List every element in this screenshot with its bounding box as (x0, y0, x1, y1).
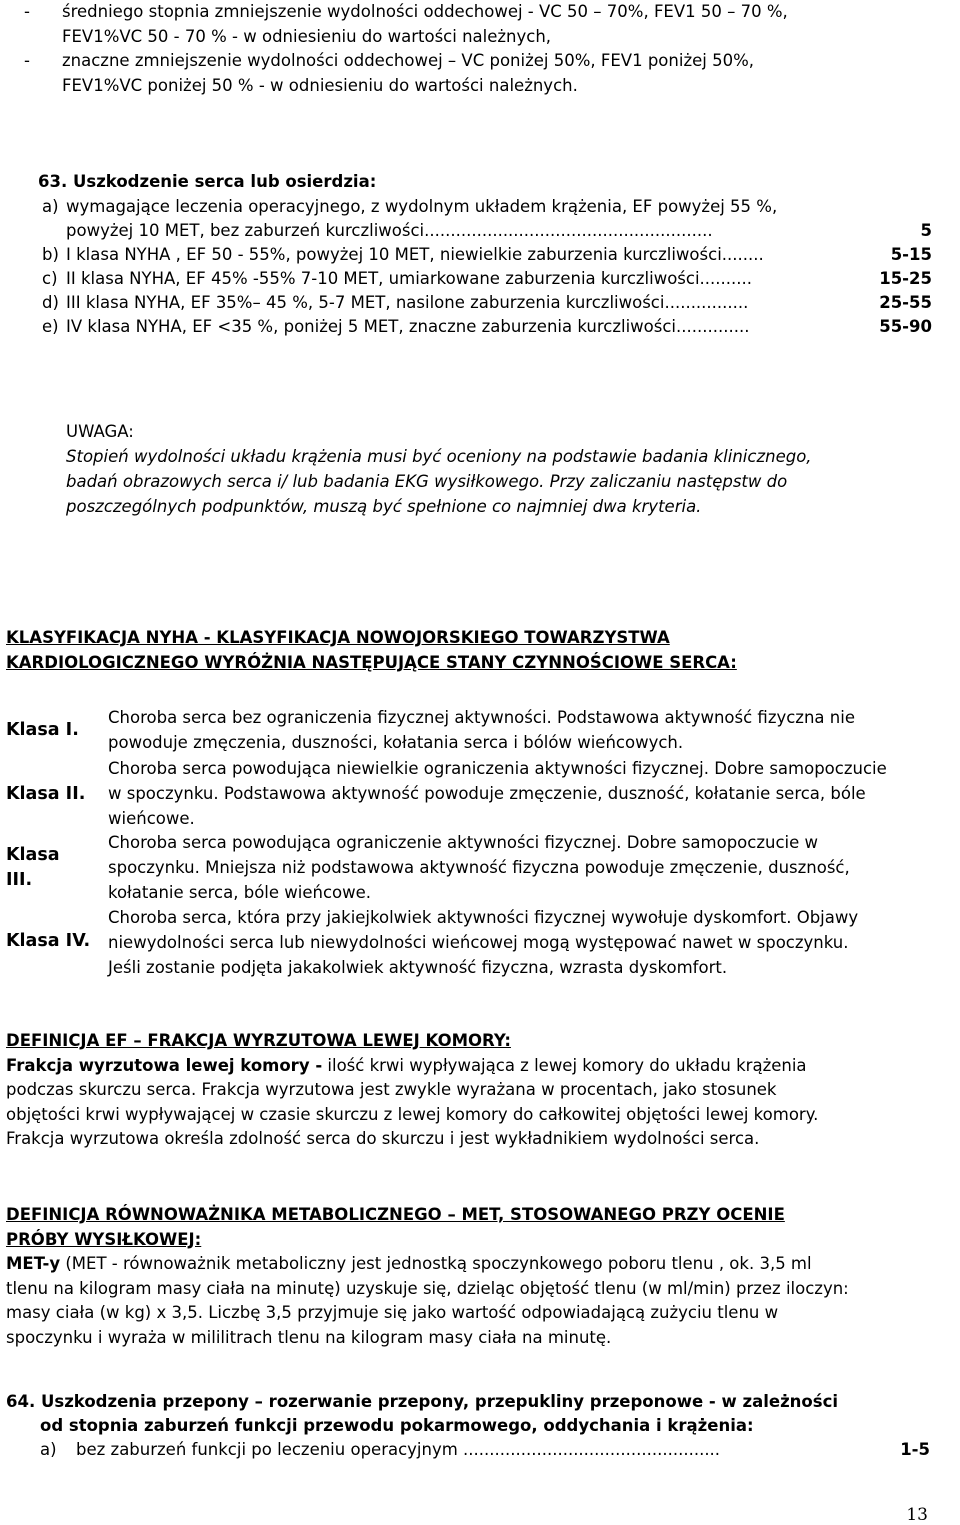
item-text: bez zaburzeń funkcji po leczeniu operacyjnym ................................................. (76, 1440, 721, 1459)
definition-lead: Frakcja wyrzutowa lewej komory - (6, 1055, 323, 1075)
section-64-title: od stopnia zaburzeń funkcji przewodu pokarmowego, oddychania i krążenia: (40, 1416, 754, 1435)
note-line: poszczególnych podpunktów, muszą być spełnione co najmniej dwa kryteria. (66, 497, 702, 516)
list-item (42, 195, 932, 219)
definition-title: PRÓBY WYSIŁKOWEJ: (6, 1229, 202, 1249)
class-description-line: wieńcowe. (108, 809, 195, 828)
definition-title: DEFINICJA EF – FRAKCJA WYRZUTOWA LEWEJ KOMORY: (6, 1031, 511, 1050)
item-value: 1-5 (900, 1440, 930, 1459)
list-item (24, 0, 942, 25)
class-description-line: Choroba serca, która przy jakiejkolwiek aktywności fizycznej wywołuje dyskomfort. Objawy (108, 908, 859, 927)
list-item-text: FEV1%VC 50 - 70 % - w odniesieniu do wartości należnych, (62, 26, 552, 46)
definition-rest: (MET - równoważnik metaboliczny jest jednostką spoczynkowego poboru tlenu , ok. 3,5 ml (60, 1254, 812, 1273)
class-description (108, 905, 948, 980)
note-line-part: badań obrazowych serca i/ lub badania EKG wysiłkowego. (66, 472, 545, 491)
item-value: 15-25 (879, 269, 932, 288)
definition-line: Frakcja wyrzutowa określa zdolność serca do skurczu i jest wykładnikiem wydolności serca. (6, 1129, 760, 1148)
list-item (24, 49, 942, 74)
class-description-line: niewydolności serca lub niewydolności wieńcowej mogą występować nawet w spoczynku. (108, 933, 849, 952)
list-bullet: - (24, 51, 30, 70)
definition-line: masy ciała (w kg) x 3,5. Liczbę 3,5 przyjmuje się jako wartość odpowiadającą zużyciu tlenu w (6, 1303, 779, 1322)
nyha-class-table (6, 705, 950, 980)
item-text: III klasa NYHA, EF 35%– 45 %, 5-7 MET, nasilone zaburzenia kurczliwości................ (66, 293, 749, 312)
class-name: Klasa IV. (6, 931, 91, 951)
list-item (42, 291, 932, 315)
definition-lead: MET-y (6, 1254, 61, 1273)
class-name: Klasa I. (6, 720, 79, 740)
section-63-list (42, 195, 932, 339)
table-row (6, 705, 950, 756)
note-line: Stopień wydolności układu krążenia musi być oceniony na podstawie badania klinicznego, (66, 447, 812, 466)
item-text: II klasa NYHA, EF 45% -55% 7-10 MET, umiarkowane zaburzenia kurczliwości.......... (66, 269, 753, 288)
item-value: 5 (920, 221, 932, 240)
item-label: e) (42, 317, 59, 336)
definition-title: DEFINICJA RÓWNOWAŻNIKA METABOLICZNEGO – MET, STOSOWANEGO PRZY OCENIE (6, 1205, 785, 1224)
definition-line: tlenu na kilogram masy ciała na minutę) uzyskuje się, dzieląc objętość tlenu (w ml/min) przez iloczyn: (6, 1278, 849, 1298)
nyha-title-line: KLASYFIKACJA NYHA - KLASYFIKACJA NOWOJORSKIEGO TOWARZYSTWA (6, 628, 670, 647)
nyha-title-line: KARDIOLOGICZNEGO WYRÓŻNIA NASTĘPUJĄCE STANY CZYNNOŚCIOWE SERCA: (6, 653, 737, 672)
item-label: a) (40, 1440, 57, 1459)
class-name-line: III. (6, 870, 33, 890)
item-value: 55-90 (879, 317, 932, 336)
list-item-text: średniego stopnia zmniejszenie wydolności oddechowej - VC 50 – 70%, FEV1 50 – 70 %, (62, 2, 788, 21)
class-description-line: powoduje zmęczenia, duszności, kołatania serca i bólów wieńcowych. (108, 733, 684, 752)
item-value: 25-55 (879, 293, 932, 312)
class-name: Klasa II. (6, 784, 86, 804)
list-item (40, 1438, 930, 1462)
table-row (6, 830, 950, 905)
section-64 (6, 1390, 936, 1462)
item-text: powyżej 10 MET, bez zaburzeń kurczliwości....................................................... (66, 221, 713, 240)
list-item (42, 315, 932, 339)
section-63-title: 63. Uszkodzenie serca lub osierdzia: (38, 172, 377, 191)
item-text: IV klasa NYHA, EF <35 %, poniżej 5 MET, znaczne zaburzenia kurczliwości.............. (66, 317, 750, 336)
note-block (66, 419, 926, 519)
class-description (108, 756, 948, 831)
item-label: a) (42, 197, 59, 216)
list-item-text: znaczne zmniejszenie wydolności oddechowej – VC poniżej 50%, FEV1 poniżej 50%, (62, 51, 755, 70)
definition-line: objętości krwi wypływającej w czasie skurczu z lewej komory do całkowitej objętości lewej komory. (6, 1104, 819, 1124)
list-bullet: - (24, 2, 30, 21)
list-item (42, 243, 932, 267)
class-description-line: w spoczynku. Podstawowa aktywność powoduje zmęczenie, duszność, kołatanie serca, bóle (108, 784, 866, 803)
class-description-line: Choroba serca powodująca ograniczenie aktywności fizycznej. Dobre samopoczucie w (108, 833, 819, 852)
list-item (42, 267, 932, 291)
item-value: 5-15 (890, 245, 932, 264)
definition-line: spoczynku i wyraża w mililitrach tlenu na kilogram masy ciała na minutę. (6, 1327, 612, 1347)
item-label: d) (42, 293, 59, 312)
class-description-line: spoczynku. Mniejsza niż podstawowa aktywność fizyczna powoduje zmęczenie, duszność, (108, 858, 850, 877)
note-line (66, 469, 926, 494)
table-row (6, 905, 950, 980)
class-description-line: Choroba serca powodująca niewielkie ograniczenia aktywności fizycznej. Dobre samopoczucie (108, 759, 887, 778)
definition-line (6, 1054, 936, 1079)
item-label: c) (42, 269, 58, 288)
list-item (62, 74, 942, 99)
definition-line: podczas skurczu serca. Frakcja wyrzutowa jest zwykle wyrażana w procentach, jako stosunek (6, 1080, 777, 1099)
definition-met (6, 1203, 936, 1350)
nyha-title (6, 625, 737, 675)
table-row (6, 756, 950, 830)
definition-rest: ilość krwi wypływająca z lewej komory do układu krążenia (322, 1055, 807, 1075)
list-item-text: FEV1%VC poniżej 50 % - w odniesieniu do wartości należnych. (62, 75, 578, 95)
class-name (6, 843, 60, 893)
class-name-line: Klasa (6, 845, 60, 865)
class-description (108, 830, 948, 905)
item-text: wymagające leczenia operacyjnego, z wydolnym układem krążenia, EF powyżej 55 %, (66, 197, 778, 216)
item-label: b) (42, 245, 59, 264)
definition-line (6, 1252, 936, 1277)
note-heading: UWAGA: (66, 422, 134, 441)
class-description-line: Jeśli zostanie podjęta jakakolwiek aktywność fizyczna, wzrasta dyskomfort. (108, 958, 728, 977)
top-dash-list (24, 0, 942, 98)
item-text: I klasa NYHA , EF 50 - 55%, powyżej 10 MET, niewielkie zaburzenia kurczliwości........ (66, 245, 764, 264)
class-description-line: kołatanie serca, bóle wieńcowe. (108, 883, 372, 902)
definition-ef (6, 1029, 936, 1152)
class-description (108, 705, 948, 755)
section-64-title: 64. Uszkodzenia przepony – rozerwanie przepony, przepukliny przeponowe - w zależności (6, 1392, 839, 1411)
list-item (42, 219, 932, 243)
page-number: 13 (906, 1505, 928, 1525)
note-line-tail: Przy zaliczaniu następstw do (549, 472, 788, 491)
list-item (62, 25, 942, 50)
class-description-line: Choroba serca bez ograniczenia fizycznej aktywności. Podstawowa aktywność fizyczna nie (108, 708, 855, 727)
